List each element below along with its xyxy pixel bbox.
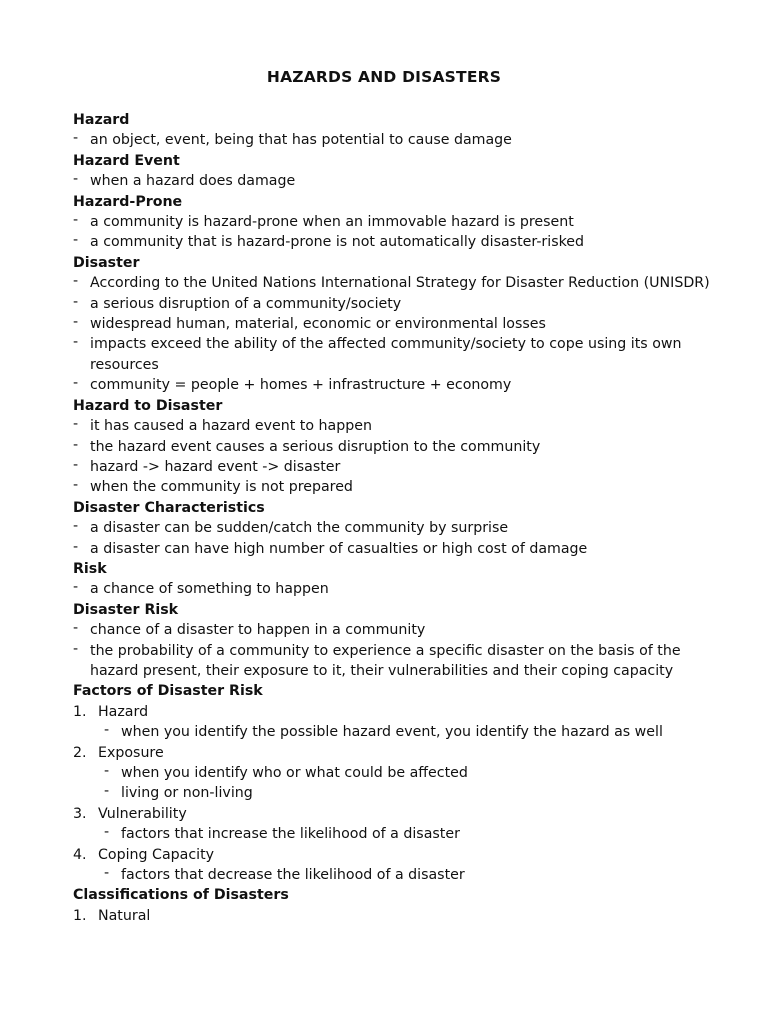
dash-bullet-icon: - [73,232,79,249]
numbered-item-text: Hazard [98,703,149,720]
bullet-item [73,457,713,477]
dash-bullet-icon: - [73,640,79,657]
bullet-text: a disaster can be sudden/catch the community by surprise [90,520,509,537]
numbered-item [73,845,713,865]
bullet-text: factors that decrease the likelihood of a disaster [121,867,465,884]
bullet-text: a disaster can have high number of casualties or high cost of damage [90,540,588,557]
section-heading [73,681,713,701]
section-heading [73,559,713,579]
bullet-text: factors that increase the likelihood of a disaster [121,826,460,843]
dash-bullet-icon: - [73,579,79,596]
item-number: 3. [73,805,87,822]
numbered-item [73,702,713,722]
dash-bullet-icon: - [73,456,79,473]
bullet-item [73,212,713,232]
bullet-item [73,579,713,599]
bullet-item [73,171,713,191]
bullet-item [73,294,713,314]
dash-bullet-icon: - [73,212,79,229]
section-heading-text: Disaster [73,254,140,271]
dash-bullet-icon: - [73,375,79,392]
section-heading-text: Hazard Event [73,152,180,169]
dash-bullet-icon: - [73,416,79,433]
section-heading [73,192,713,212]
bullet-item [73,314,713,334]
dash-bullet-icon: - [104,763,110,779]
numbered-item [73,743,713,763]
dash-bullet-icon: - [104,865,110,882]
bullet-text: an object, event, being that has potential to cause damage [90,132,512,149]
section-heading-text: Hazard-Prone [73,193,183,210]
bullet-item [73,539,713,559]
dash-bullet-icon: - [73,130,79,147]
bullet-text: the hazard event causes a serious disruption to the community [90,438,541,455]
section-heading [73,110,713,130]
section-heading [73,151,713,171]
dash-bullet-icon: - [73,293,79,310]
bullet-text: when you identify who or what could be affected [121,765,468,781]
bullet-item [73,641,713,682]
sub-bullet-item [73,763,713,783]
section-heading [73,885,713,905]
item-number: 1. [73,703,87,720]
dash-bullet-icon: - [104,824,110,841]
dash-bullet-icon: - [73,518,79,535]
bullet-text: chance of a disaster to happen in a community [90,622,426,639]
section-heading-text: Classifications of Disasters [73,887,289,904]
item-number: 1. [73,907,87,924]
bullet-text: widespread human, material, economic or environmental losses [90,316,546,333]
section-heading-text: Disaster Characteristics [73,499,265,516]
dash-bullet-icon: - [73,477,79,494]
bullet-item [73,130,713,150]
sub-bullet-item [73,865,713,885]
document-title: HAZARDS AND DISASTERS [266,68,502,86]
section-heading [73,600,713,620]
numbered-item-text: Vulnerability [98,805,187,822]
bullet-text: impacts exceed the ability of the affected community/society to cope using its own resources [90,336,682,373]
section-heading-text: Factors of Disaster Risk [73,683,263,700]
numbered-item [73,906,713,926]
bullet-text: when you identify the possible hazard event, you identify the hazard as well [121,724,663,741]
bullet-text: a community that is hazard-prone is not automatically disaster-risked [90,234,585,251]
sub-bullet-item [73,722,713,742]
bullet-item [73,232,713,252]
dash-bullet-icon: - [73,334,79,351]
section-heading-text: Hazard [73,112,130,128]
dash-bullet-icon: - [73,538,79,555]
bullet-item [73,273,713,293]
bullet-item [73,437,713,457]
section-heading [73,396,713,416]
sub-bullet-item [73,783,713,803]
bullet-text: According to the United Nations International Strategy for Disaster Reduction (UNISDR) [90,275,710,292]
dash-bullet-icon: - [73,620,79,637]
dash-bullet-icon: - [104,783,110,800]
bullet-text: it has caused a hazard event to happen [90,418,372,435]
dash-bullet-icon: - [73,314,79,331]
bullet-text: living or non-living [121,785,253,802]
section-heading-text: Hazard to Disaster [73,397,223,414]
document-body [73,110,713,926]
section-heading [73,498,713,518]
bullet-text: a chance of something to happen [90,581,329,598]
numbered-item-text: Natural [98,907,151,924]
section-heading-text: Risk [73,560,107,577]
dash-bullet-icon: - [73,273,79,290]
bullet-item [73,620,713,640]
bullet-text: community = people + homes + infrastructure + economy [90,377,512,394]
bullet-text: a community is hazard-prone when an immovable hazard is present [90,214,574,231]
dash-bullet-icon: - [73,171,79,188]
bullet-text: hazard -> hazard event -> disaster [90,458,341,475]
bullet-text: when a hazard does damage [90,173,296,190]
dash-bullet-icon: - [73,436,79,453]
bullet-item [73,477,713,497]
bullet-text: the probability of a community to experience a specific disaster on the basis of the hazard present, their exposure to it, their vulnerabilities and their coping capacity [90,642,681,679]
bullet-item [73,518,713,538]
item-number: 2. [73,744,87,761]
bullet-item [73,334,713,375]
dash-bullet-icon: - [104,722,110,739]
item-number: 4. [73,846,87,863]
bullet-item [73,375,713,395]
numbered-item [73,804,713,824]
section-heading-text: Disaster Risk [73,601,179,618]
sub-bullet-item [73,824,713,844]
numbered-item-text: Exposure [98,744,164,761]
bullet-item [73,416,713,436]
bullet-text: when the community is not prepared [90,479,353,496]
numbered-item-text: Coping Capacity [98,846,215,863]
section-heading [73,253,713,273]
bullet-text: a serious disruption of a community/society [90,295,402,312]
